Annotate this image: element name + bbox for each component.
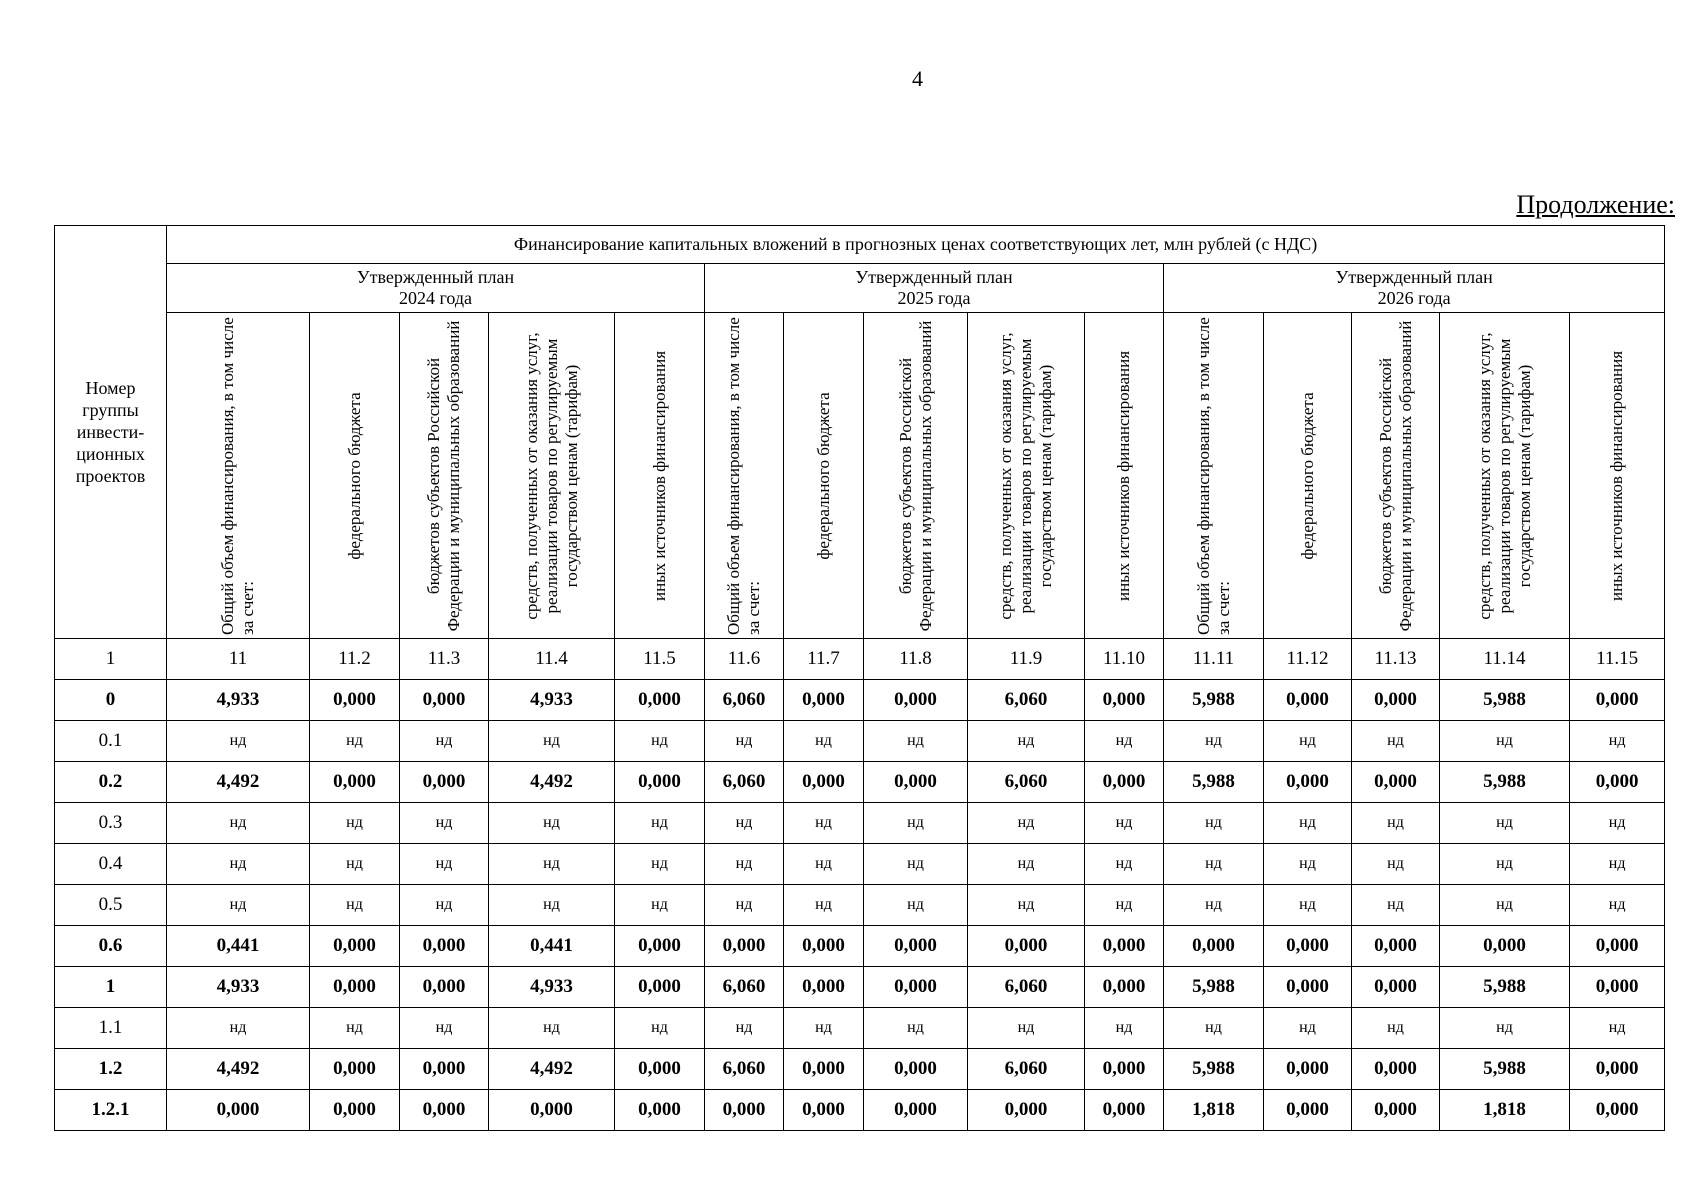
value-cell: нд [310,1008,400,1049]
value-cell: нд [968,885,1085,926]
column-number: 1 [55,639,167,680]
value-cell: нд [1352,1008,1440,1049]
table-row [55,844,1665,885]
column-header-label: средств, полученных от оказания услуг, реализации товаров по регулируемым государством ценам (тарифам) [1474,331,1534,620]
table-row [55,885,1665,926]
value-cell: нд [705,885,784,926]
value-cell: 5,988 [1440,967,1570,1008]
value-cell: 6,060 [705,762,784,803]
group-number-cell: 0.1 [55,721,167,762]
value-cell: 0,000 [968,1090,1085,1131]
value-cell: нд [400,844,489,885]
value-cell: 1,818 [1164,1090,1264,1131]
column-header-label: бюджетов субъектов Российской Федерации и муниципальных образований [424,320,463,631]
value-cell: нд [489,721,615,762]
value-cell: нд [1085,1008,1164,1049]
value-cell: 0,000 [1085,926,1164,967]
value-cell: нд [968,721,1085,762]
table-title: Финансирование капитальных вложений в прогнозных ценах соответствующих лет, млн рублей (с НДС) [167,226,1665,264]
financing-table [54,225,1665,1131]
value-cell: 4,492 [489,1049,615,1090]
value-cell: 0,000 [310,926,400,967]
value-cell: нд [1264,885,1352,926]
value-cell: 0,000 [615,1049,705,1090]
value-cell: нд [864,885,968,926]
value-cell: 0,000 [1352,926,1440,967]
value-cell: 0,000 [310,1090,400,1131]
value-cell: нд [310,721,400,762]
value-cell: нд [1352,721,1440,762]
value-cell: нд [400,803,489,844]
value-cell: 4,933 [167,680,310,721]
value-cell: нд [489,844,615,885]
table-row [55,803,1665,844]
value-cell: нд [615,1008,705,1049]
column-number: 11.5 [615,639,705,680]
value-cell: 0,000 [1570,680,1665,721]
value-cell: 1,818 [1440,1090,1570,1131]
value-cell: 0,000 [1570,1090,1665,1131]
value-cell: 6,060 [968,680,1085,721]
value-cell: 4,492 [167,762,310,803]
value-cell: нд [1264,803,1352,844]
column-number: 11.9 [968,639,1085,680]
table-row [55,680,1665,721]
value-cell: нд [968,803,1085,844]
value-cell: 0,000 [615,967,705,1008]
value-cell: 0,000 [1352,1090,1440,1131]
value-cell: нд [784,803,864,844]
value-cell: нд [310,844,400,885]
column-number: 11.14 [1440,639,1570,680]
table-row [55,762,1665,803]
year-block-header [705,264,1164,313]
value-cell: нд [1440,844,1570,885]
value-cell: нд [400,721,489,762]
column-header [705,313,784,639]
value-cell: 0,000 [489,1090,615,1131]
value-cell: 0,000 [1440,926,1570,967]
column-number: 11.4 [489,639,615,680]
column-number: 11.6 [705,639,784,680]
value-cell: нд [1440,721,1570,762]
value-cell: 4,933 [167,967,310,1008]
value-cell: 4,933 [489,680,615,721]
value-cell: 6,060 [968,967,1085,1008]
value-cell: нд [1085,844,1164,885]
value-cell: 0,000 [615,926,705,967]
value-cell: 6,060 [705,1049,784,1090]
value-cell: 0,000 [1264,967,1352,1008]
value-cell: 0,000 [784,926,864,967]
value-cell: 0,000 [1264,680,1352,721]
value-cell: 0,000 [1264,1049,1352,1090]
value-cell: нд [1440,885,1570,926]
column-header [400,313,489,639]
column-header [1570,313,1665,639]
value-cell: 0,000 [310,762,400,803]
column-number-row [55,639,1665,680]
value-cell: нд [705,803,784,844]
column-header [310,313,400,639]
column-header [1352,313,1440,639]
value-cell: 0,000 [1085,762,1164,803]
column-header [489,313,615,639]
value-cell: нд [968,844,1085,885]
value-cell: 4,492 [167,1049,310,1090]
column-header-label: Общий объем финансирования, в том числе за счет: [724,316,763,635]
value-cell: 0,000 [1085,967,1164,1008]
value-cell: нд [615,844,705,885]
column-header [167,313,310,639]
value-cell: нд [705,721,784,762]
value-cell: 5,988 [1164,680,1264,721]
value-cell: 0,000 [1352,1049,1440,1090]
value-cell: 0,000 [864,1090,968,1131]
value-cell: 0,000 [400,967,489,1008]
value-cell: нд [705,1008,784,1049]
value-cell: 0,441 [167,926,310,967]
column-header [1440,313,1570,639]
column-header [864,313,968,639]
group-number-header: Номер группы инвести-ционных проектов [55,226,167,639]
column-header-label: бюджетов субъектов Российской Федерации и муниципальных образований [895,320,935,631]
year-block-year: 2026 года [1377,288,1451,308]
value-cell: 5,988 [1164,1049,1264,1090]
year-block-label: Утвержденный план [356,267,515,287]
value-cell: 4,492 [489,762,615,803]
value-cell: нд [310,885,400,926]
column-number: 11.11 [1164,639,1264,680]
value-cell: 0,000 [864,762,968,803]
column-header-label: федерального бюджета [344,391,364,560]
table-row [55,967,1665,1008]
value-cell: 0,000 [400,926,489,967]
value-cell: 0,000 [1164,926,1264,967]
column-header [968,313,1085,639]
table-row [55,1090,1665,1131]
year-block-header [1164,264,1665,313]
column-number: 11.12 [1264,639,1352,680]
value-cell: нд [1164,1008,1264,1049]
value-cell: нд [1264,844,1352,885]
value-cell: 0,000 [784,762,864,803]
value-cell: нд [864,844,968,885]
value-cell: 6,060 [705,967,784,1008]
value-cell: 0,000 [400,1049,489,1090]
value-cell: нд [864,721,968,762]
column-number: 11.15 [1570,639,1665,680]
value-cell: нд [864,803,968,844]
column-number: 11.7 [784,639,864,680]
column-header-label: Общий объем финансирования, в том числе за счет: [1193,316,1233,635]
value-cell: нд [1440,1008,1570,1049]
value-cell: 0,000 [1570,926,1665,967]
column-header-label: федерального бюджета [1297,391,1317,560]
column-header [1085,313,1164,639]
table-row [55,1049,1665,1090]
page-number: 4 [912,66,923,91]
value-cell: нд [1352,885,1440,926]
group-number-cell: 1.2.1 [55,1090,167,1131]
value-cell: нд [1164,844,1264,885]
value-cell: нд [1264,1008,1352,1049]
value-cell: 0,000 [615,1090,705,1131]
value-cell: 0,000 [1264,1090,1352,1131]
value-cell: нд [1164,885,1264,926]
value-cell: 0,000 [615,762,705,803]
value-cell: 0,000 [784,1090,864,1131]
value-cell: 0,000 [864,680,968,721]
value-cell: 0,000 [1352,680,1440,721]
group-number-cell: 1.2 [55,1049,167,1090]
value-cell: нд [615,803,705,844]
value-cell: 0,000 [615,680,705,721]
value-cell: 0,000 [864,926,968,967]
value-cell: нд [167,803,310,844]
column-header-label: средств, полученных от оказания услуг, реализации товаров по регулируемым государством ценам (тарифам) [521,331,581,620]
column-header [1164,313,1264,639]
column-header [615,313,705,639]
value-cell: 5,988 [1164,762,1264,803]
value-cell: нд [864,1008,968,1049]
value-cell: 0,000 [400,1090,489,1131]
column-header-label: федерального бюджета [813,391,833,560]
value-cell: 6,060 [968,762,1085,803]
value-cell: нд [1352,844,1440,885]
value-cell: нд [968,1008,1085,1049]
year-block-header [167,264,705,313]
table-row [55,721,1665,762]
column-header-label: бюджетов субъектов Российской Федерации и муниципальных образований [1375,320,1415,631]
year-block-year: 2024 года [398,288,473,308]
group-number-cell: 0.5 [55,885,167,926]
column-number: 11.2 [310,639,400,680]
value-cell: 6,060 [968,1049,1085,1090]
value-cell: нд [400,1008,489,1049]
table-row [55,926,1665,967]
value-cell: 6,060 [705,680,784,721]
value-cell: нд [1570,844,1665,885]
value-cell: нд [167,885,310,926]
group-number-cell: 0 [55,680,167,721]
year-block-year: 2025 года [897,288,971,308]
value-cell: 0,000 [968,926,1085,967]
value-cell: 0,000 [1085,1049,1164,1090]
value-cell: 0,000 [864,1049,968,1090]
value-cell: 0,000 [400,762,489,803]
value-cell: нд [489,1008,615,1049]
column-number: 11 [167,639,310,680]
value-cell: нд [1085,803,1164,844]
column-header-label: иных источников финансирования [1114,350,1133,601]
column-header-label: средств, полученных от оказания услуг, реализации товаров по регулируемым государством ценам (тарифам) [996,331,1055,620]
group-number-cell: 0.4 [55,844,167,885]
value-cell: нд [1264,721,1352,762]
group-number-cell: 1.1 [55,1008,167,1049]
value-cell: 0,000 [1570,967,1665,1008]
value-cell: нд [615,885,705,926]
column-header [1264,313,1352,639]
value-cell: 0,000 [1352,967,1440,1008]
value-cell: нд [1085,885,1164,926]
value-cell: 0,000 [705,1090,784,1131]
value-cell: нд [784,1008,864,1049]
value-cell: нд [1440,803,1570,844]
group-number-cell: 1 [55,967,167,1008]
group-number-cell: 0.2 [55,762,167,803]
value-cell: 0,000 [784,680,864,721]
value-cell: нд [1085,721,1164,762]
value-cell: 0,000 [705,926,784,967]
value-cell: 0,000 [1264,926,1352,967]
value-cell: 0,000 [784,1049,864,1090]
value-cell: нд [615,721,705,762]
value-cell: нд [1164,803,1264,844]
column-header-label: Общий объем финансирования, в том числе за счет: [218,316,257,635]
value-cell: 0,441 [489,926,615,967]
column-number: 11.13 [1352,639,1440,680]
value-cell: 5,988 [1440,762,1570,803]
value-cell: 5,988 [1164,967,1264,1008]
year-block-label: Утвержденный план [1335,267,1493,287]
value-cell: 0,000 [1085,1090,1164,1131]
value-cell: нд [1570,721,1665,762]
value-cell: нд [1164,721,1264,762]
value-cell: 0,000 [310,680,400,721]
value-cell: 0,000 [1570,1049,1665,1090]
value-cell: 5,988 [1440,680,1570,721]
year-block-label: Утвержденный план [855,267,1013,287]
table-row [55,1008,1665,1049]
value-cell: нд [1570,885,1665,926]
group-number-cell: 0.6 [55,926,167,967]
column-header-label: иных источников финансирования [649,350,669,601]
value-cell: 0,000 [864,967,968,1008]
value-cell: 0,000 [310,967,400,1008]
value-cell: нд [1570,1008,1665,1049]
value-cell: нд [167,721,310,762]
column-number: 11.10 [1085,639,1164,680]
value-cell: нд [167,844,310,885]
column-number: 11.3 [400,639,489,680]
value-cell: 0,000 [1264,762,1352,803]
value-cell: нд [167,1008,310,1049]
value-cell: нд [784,721,864,762]
column-header-label: иных источников финансирования [1607,350,1627,601]
value-cell: нд [784,885,864,926]
value-cell: нд [400,885,489,926]
value-cell: 5,988 [1440,1049,1570,1090]
value-cell: 0,000 [400,680,489,721]
column-header [784,313,864,639]
value-cell: нд [489,885,615,926]
value-cell: нд [705,844,784,885]
value-cell: нд [1570,803,1665,844]
value-cell: 0,000 [1085,680,1164,721]
value-cell: нд [489,803,615,844]
group-number-cell: 0.3 [55,803,167,844]
value-cell: нд [310,803,400,844]
value-cell: 0,000 [1570,762,1665,803]
value-cell: 0,000 [167,1090,310,1131]
value-cell: 0,000 [1352,762,1440,803]
value-cell: 0,000 [784,967,864,1008]
column-number: 11.8 [864,639,968,680]
value-cell: 0,000 [310,1049,400,1090]
continuation-label: Продолжение: [1516,190,1675,219]
value-cell: нд [1352,803,1440,844]
value-cell: нд [784,844,864,885]
value-cell: 4,933 [489,967,615,1008]
